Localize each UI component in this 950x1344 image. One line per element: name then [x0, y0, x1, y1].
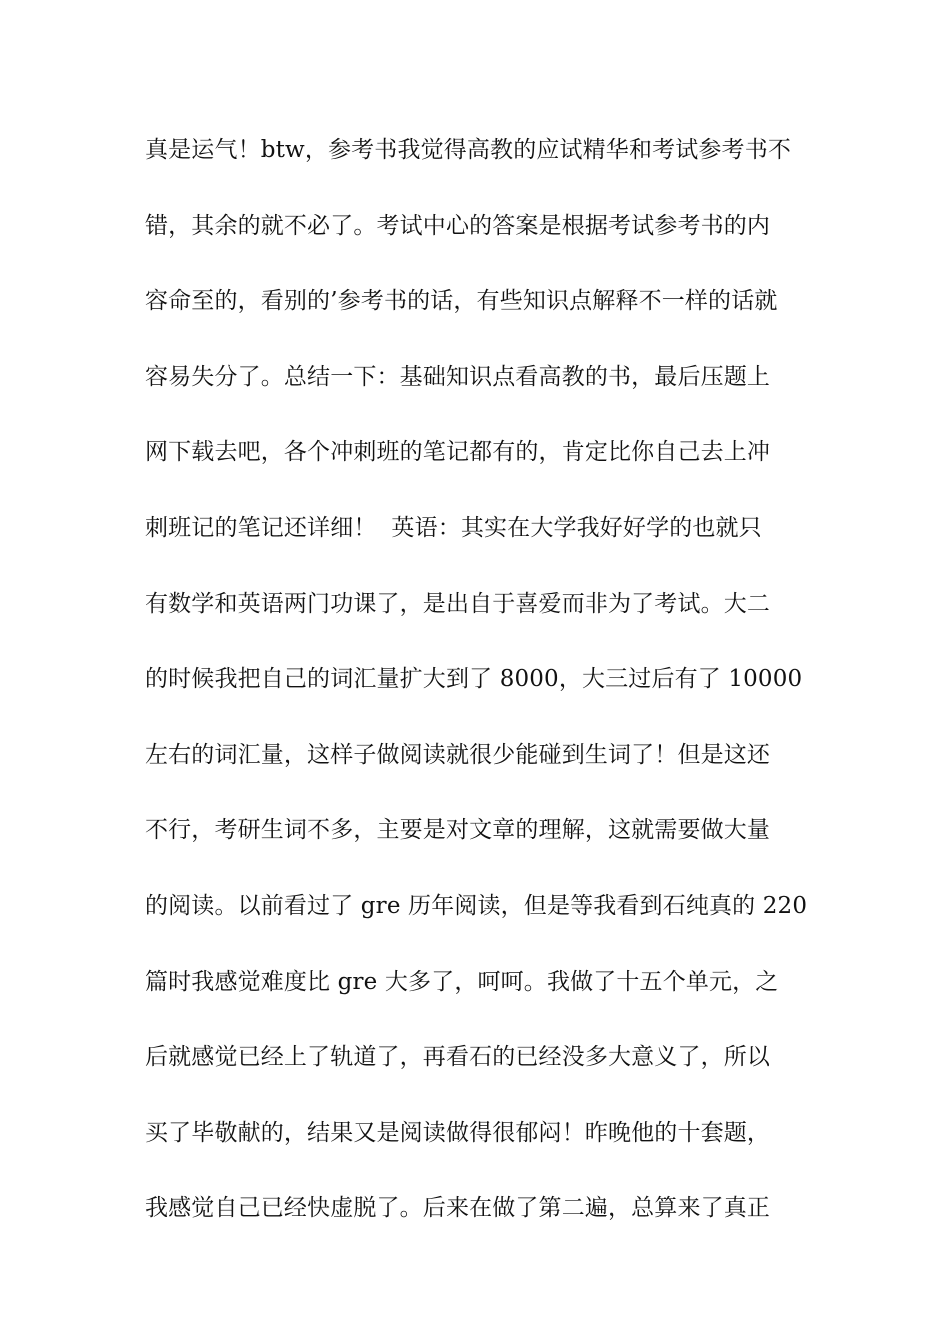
text-line: 真是运气！btw，参考书我觉得高教的应试精华和考试参考书不 [145, 137, 792, 163]
text-line: 不行，考研生词不多，主要是对文章的理解，这就需要做大量 [145, 817, 771, 844]
text-line: 买了毕敬献的，结果又是阅读做得很郁闷！昨晚他的十套题， [145, 1119, 771, 1146]
text-line: 错，其余的就不必了。考试中心的答案是根据考试参考书的内 [145, 212, 771, 239]
text-line: 容易失分了。总结一下：基础知识点看高教的书，最后压题上 [145, 363, 771, 390]
text-line: 网下载去吧，各个冲刺班的笔记都有的，肯定比你自己去上冲 [145, 439, 771, 466]
text-line: 后就感觉已经上了轨道了，再看石的已经没多大意义了，所以 [145, 1044, 771, 1071]
text-line: 容命至的，看别的’参考书的话，有些知识点解释不一样的话就 [145, 288, 778, 315]
text-line: 有数学和英语两门功课了，是出自于喜爱而非为了考试。大二 [145, 590, 771, 617]
text-line: 的时候我把自己的词汇量扩大到了 8000，大三过后有了 10000 [145, 666, 803, 693]
body-text [145, 136, 810, 1270]
text-line: 篇时我感觉难度比 gre 大多了，呵呵。我做了十五个单元，之 [145, 968, 779, 995]
text-line: 左右的词汇量，这样子做阅读就很少能碰到生词了！但是这还 [145, 741, 771, 768]
text-line: 的阅读。以前看过了 gre 历年阅读，但是等我看到石纯真的 220 [145, 892, 808, 919]
text-line: 我感觉自己已经快虚脱了。后来在做了第二遍，总算来了真正 [145, 1195, 771, 1222]
text-line: 刺班记的笔记还详细！ 英语：其实在大学我好好学的也就只 [145, 514, 762, 541]
